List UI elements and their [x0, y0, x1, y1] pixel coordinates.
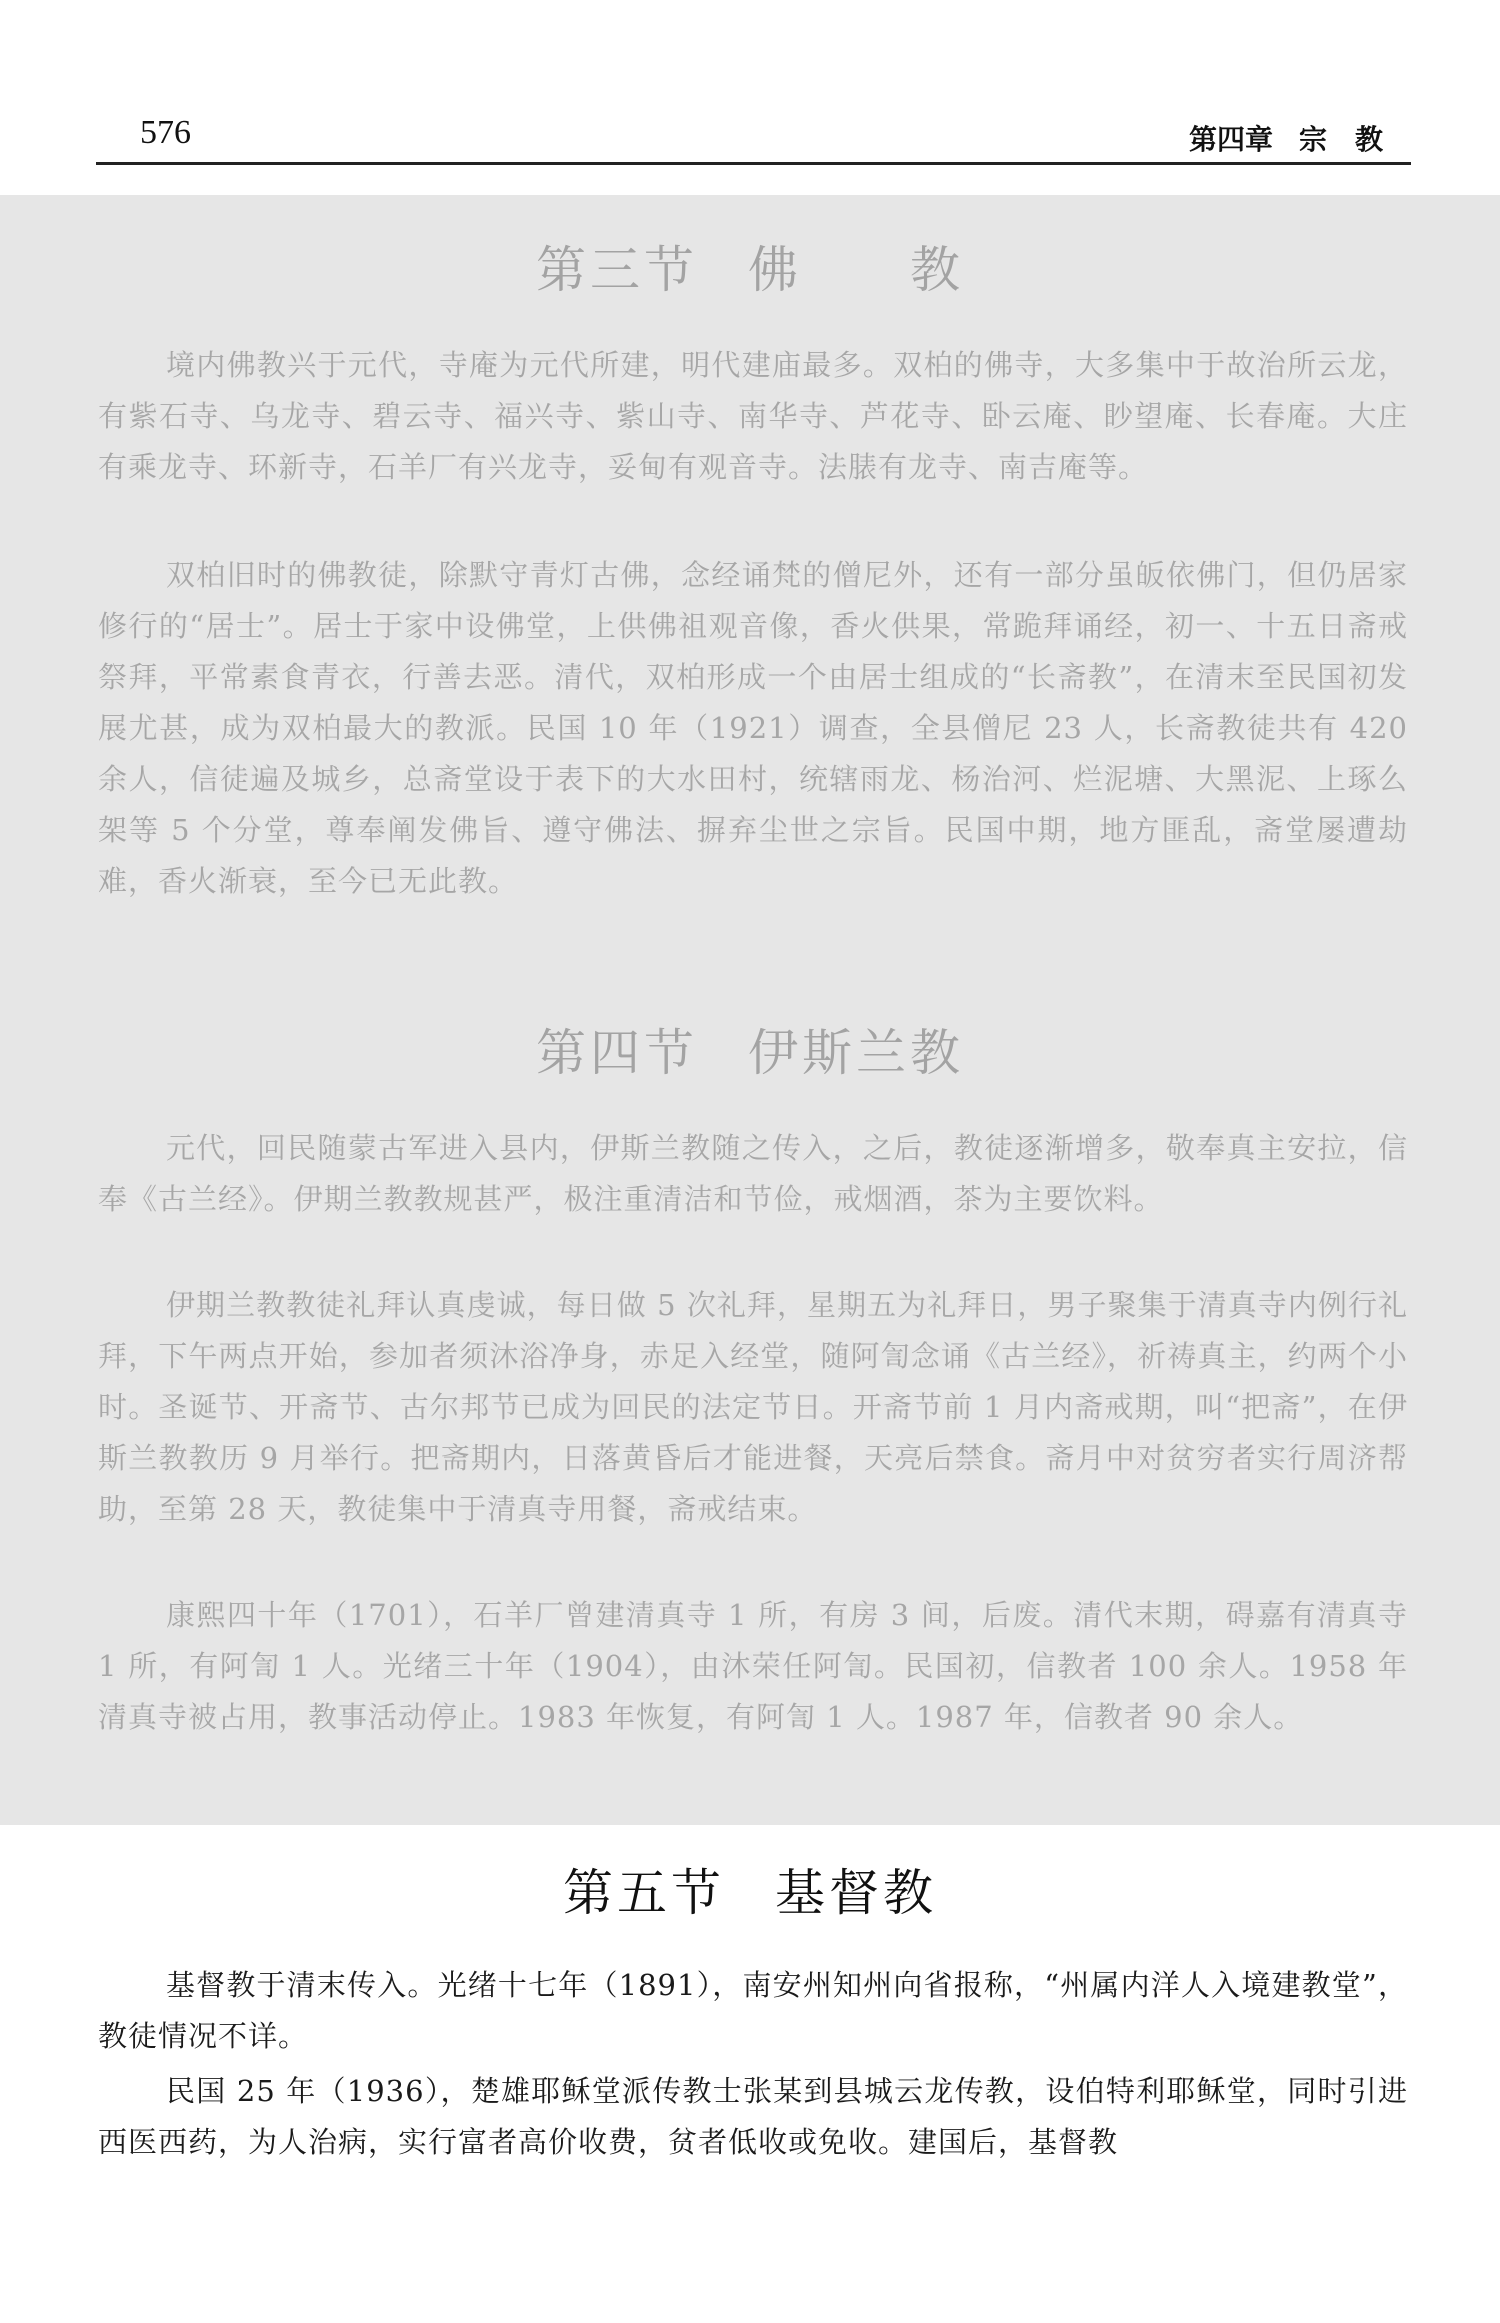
- page-number: 576: [140, 114, 191, 151]
- paragraph: 元代，回民随蒙古军进入县内，伊斯兰教随之传入，之后，教徒逐渐增多，敬奉真主安拉，信奉《古兰经》。伊期兰教教规甚严，极注重清洁和节俭，戒烟酒，茶为主要饮料。: [98, 1131, 1408, 1216]
- section-name: 伊斯兰教: [748, 1024, 964, 1082]
- paragraph: 境内佛教兴于元代，寺庵为元代所建，明代建庙最多。双柏的佛寺，大多集中于故治所云龙，有紫石寺、乌龙寺、碧云寺、福兴寺、紫山寺、南华寺、芦花寺、卧云庵、眇望庵、长春庵。大庄有乘龙寺、环新寺，石羊厂有兴龙寺，妥甸有观音寺。法脿有龙寺、南吉庵等。: [98, 348, 1408, 484]
- paragraph: 双柏旧时的佛教徒，除默守青灯古佛，念经诵梵的僧尼外，还有一部分虽皈依佛门，但仍居家修行的“居士”。居士于家中设佛堂，上供佛祖观音像，香火供果，常跪拜诵经，初一、十五日斋戒祭拜，平常素食青衣，行善去恶。清代，双柏形成一个由居士组成的“长斋教”，在清末至民国初发展尤甚，成为双柏最大的教派。民国 10 年（1921）调查，全县僧尼 23 人，长斋教徒共有 420 余人，信徒遍及城乡，总斋堂设于表下的大水田村，统辖雨龙、杨治河、烂泥塘、大黑泥、上琢么架等 5 个分堂，尊奉阐发佛旨、遵守佛法、摒弃尘世之宗旨。民国中期，地方匪乱，斋堂屡遭劫难，香火渐衰，至今已无此教。: [98, 558, 1408, 898]
- paragraph: 康熙四十年（1701），石羊厂曾建清真寺 1 所，有房 3 间，后废。清代末期，碍嘉有清真寺 1 所，有阿訇 1 人。光绪三十年（1904），由沐荣任阿訇。民国初，信教者 100 余人。1958 年清真寺被占用，教事活动停止。1983 年恢复，有阿訇 1 人。1987 年，信教者 90 余人。: [98, 1598, 1408, 1734]
- section-name: 佛 教: [748, 241, 964, 299]
- section-name: 基督教: [775, 1864, 937, 1922]
- section-title-islam: [0, 1013, 1500, 1085]
- running-head-chapter: 第四章: [1188, 123, 1273, 156]
- paragraph: 基督教于清末传入。光绪十七年（1891），南安州知州向省报称，“州属内洋人入境建教堂”，教徒情况不详。: [98, 1968, 1408, 2053]
- running-head-topic: 宗 教: [1298, 123, 1383, 156]
- running-head: [1189, 118, 1383, 158]
- section-number: 第四节: [536, 1024, 698, 1082]
- section-number: 第五节: [563, 1864, 725, 1922]
- section-title-buddhism: [0, 230, 1500, 302]
- faded-content-region: [0, 195, 1500, 1825]
- paragraph: 民国 25 年（1936），楚雄耶稣堂派传教士张某到县城云龙传教，设伯特利耶稣堂，同时引进西医西药，为人治病，实行富者高价收费，贫者低收或免收。建国后，基督教: [98, 2074, 1408, 2159]
- paragraph: 伊期兰教教徒礼拜认真虔诚，每日做 5 次礼拜，星期五为礼拜日，男子聚集于清真寺内例行礼拜，下午两点开始，参加者须沐浴净身，赤足入经堂，随阿訇念诵《古兰经》，祈祷真主，约两个小时。圣诞节、开斋节、古尔邦节已成为回民的法定节日。开斋节前 1 月内斋戒期，叫“把斋”，在伊斯兰教教历 9 月举行。把斋期内，日落黄昏后才能进餐，天亮后禁食。斋月中对贫穷者实行周济帮助，至第 28 天，教徒集中于清真寺用餐，斋戒结束。: [98, 1288, 1408, 1526]
- section-number: 第三节: [536, 241, 698, 299]
- page-header: [96, 110, 1411, 165]
- section-title-christianity: [0, 1853, 1500, 1925]
